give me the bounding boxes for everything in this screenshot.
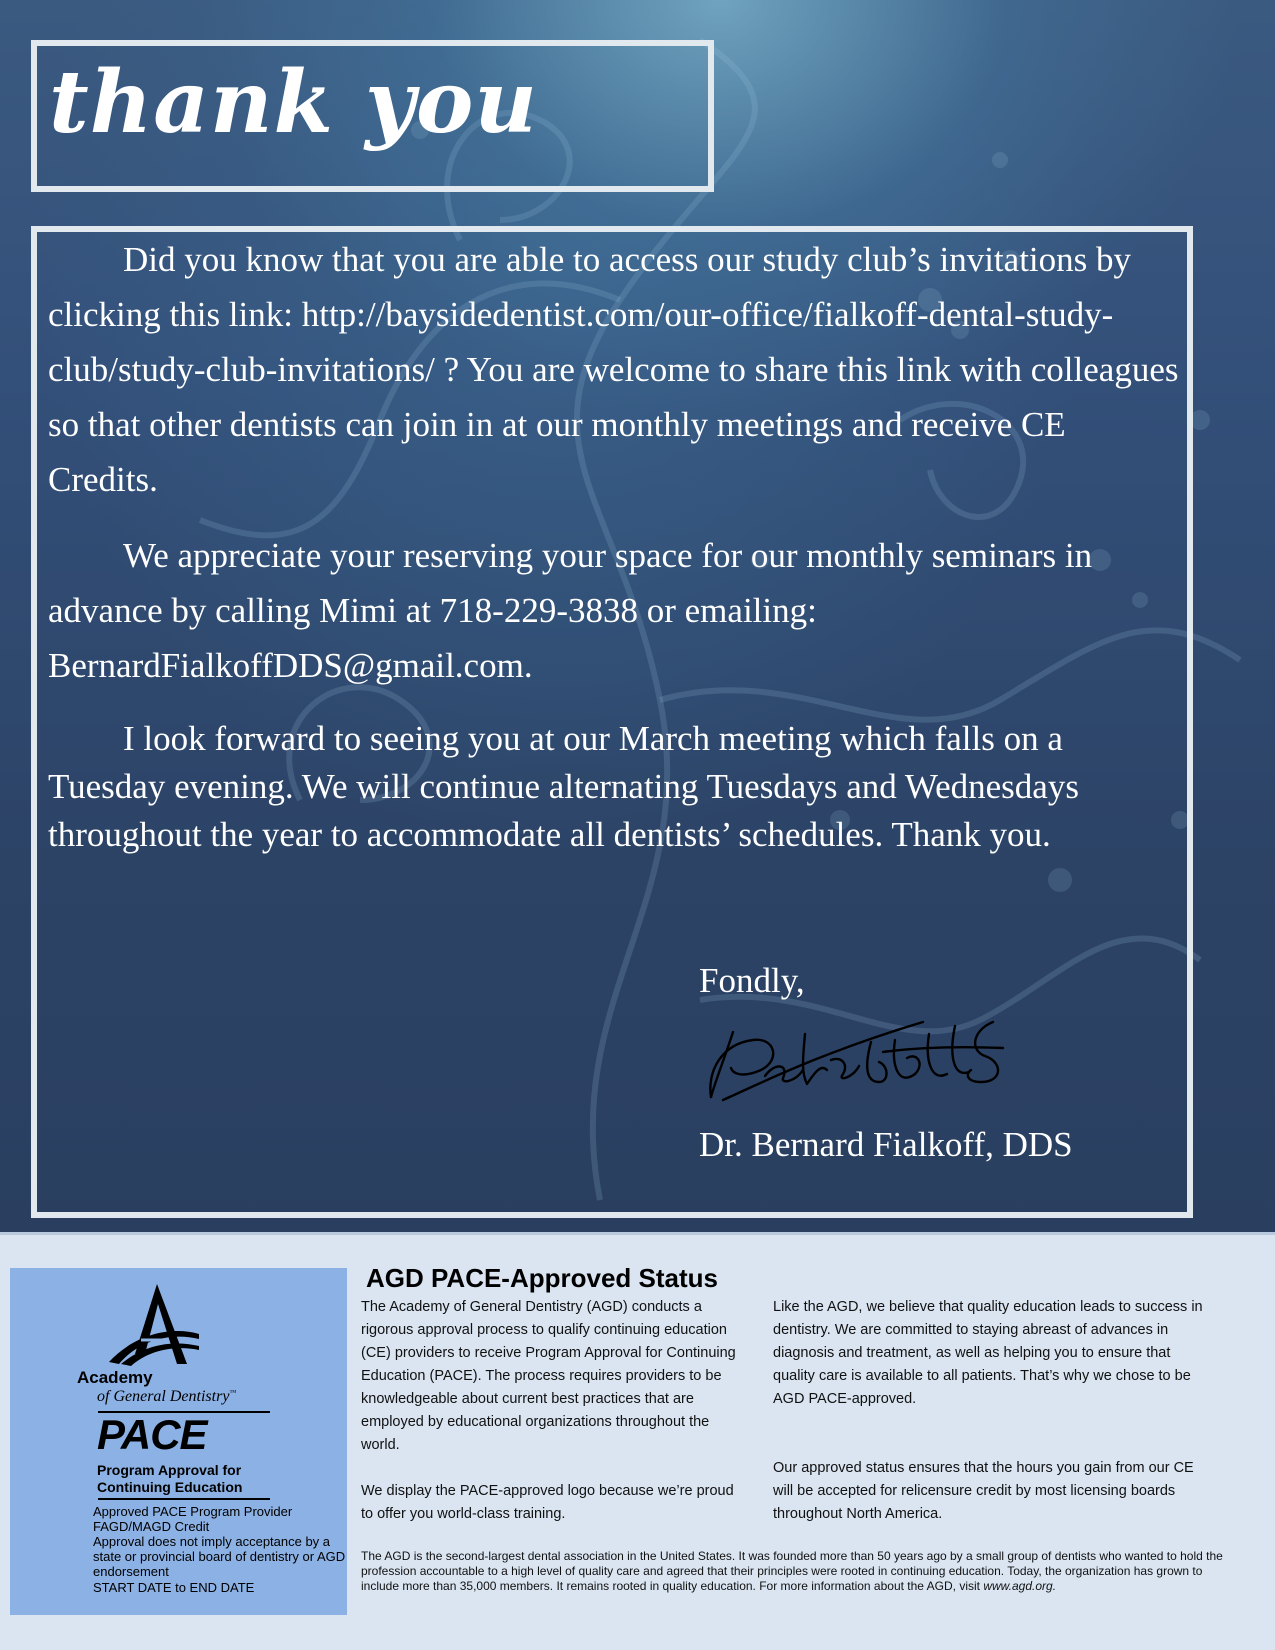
letter-paragraph-invitations-link: Did you know that you are able to access our study club’s invitations by clicking this link: http://baysidedentist.com/our-office/fialkoff-dental-study-club/study-club-invitations/ ? You are welcome to share this link with colleagues so that other dentists can join in at our monthly meetings and receive CE Credits. [48,240,1179,499]
pace-logo-card [10,1268,347,1615]
agd-footer-note [361,1549,1241,1594]
letter-paragraph-march-meeting: I look forward to seeing you at our March meeting which falls on a Tuesday evening. We will continue alternating Tuesdays and Wednesdays throughout the year to accommodate all dentists’ schedules. Thank you. [48,719,1079,854]
pace-subtitle-line1: Program Approval for [97,1462,242,1478]
pace-credit-line: FAGD/MAGD Credit [93,1519,210,1534]
agd-pace-section [0,1232,1275,1650]
pace-wordmark: PACE [97,1411,207,1458]
signer-name: Dr. Bernard Fialkoff, DDS [699,1125,1073,1164]
pace-divider-bottom [98,1498,270,1500]
title-frame [31,40,714,192]
pace-subtitle-line2: Continuing Education [97,1479,243,1495]
letter-paragraph-reservations: We appreciate your reserving your space for our monthly seminars in advance by calling Mimi at 718-229-3838 or emailing: BernardFialkoffDDS@gmail.com. [48,536,1093,685]
pace-provider-line: Approved PACE Program Provider [93,1504,293,1519]
agd-column1-paragraph2: We display the PACE-approved logo because we’re proud to offer you world-class training. [361,1483,734,1522]
agd-footer-text: The AGD is the second-largest dental association in the United States. It was founded more than 50 years ago by a small group of dentists who wanted to hold the profession accountable to a high level of quality care and agreed that their principles were rooted in continuing education. Today, the organization has grown to include more than 35,000 members. It remains rooted in quality education. For more information about the AGD, visit [361,1549,1223,1593]
letter-closing: Fondly, [699,961,805,1000]
agd-name-line2 [97,1388,236,1406]
page-title: thank you [49,52,538,153]
trademark-symbol: ™ [229,1388,237,1397]
agd-column2-paragraph2: Our approved status ensures that the hours you gain from our CE will be accepted for relicensure credit by most licensing boards throughout North America. [773,1460,1194,1522]
agd-name-line1: Academy [77,1368,153,1387]
agd-name-line2-text: of General Dentistry [97,1388,230,1405]
agd-logo-icon [105,1282,205,1366]
letter-frame [31,226,1193,1218]
handwritten-signature [703,1012,1013,1112]
agd-column1-paragraph1: The Academy of General Dentistry (AGD) conducts a rigorous approval process to qualify continuing education (CE) providers to receive Program Approval for Continuing Education (PACE). The process requires providers to be knowledgeable about current best practices that are employed by educational organizations throughout the world. [361,1299,736,1453]
agd-section-heading: AGD PACE-Approved Status [366,1263,718,1293]
agd-column2-paragraph1: Like the AGD, we believe that quality education leads to success in dentistry. We are committed to staying abreast of advances in diagnosis and treatment, as well as helping you to ensure that quality care is available to all patients. That’s why we chose to be AGD PACE-approved. [773,1299,1203,1407]
pace-date-range: START DATE to END DATE [93,1580,255,1595]
agd-website-link[interactable]: www.agd.org. [983,1579,1057,1593]
pace-disclaimer: Approval does not imply acceptance by a state or provincial board of dentistry or AGD endorsement [93,1534,346,1579]
